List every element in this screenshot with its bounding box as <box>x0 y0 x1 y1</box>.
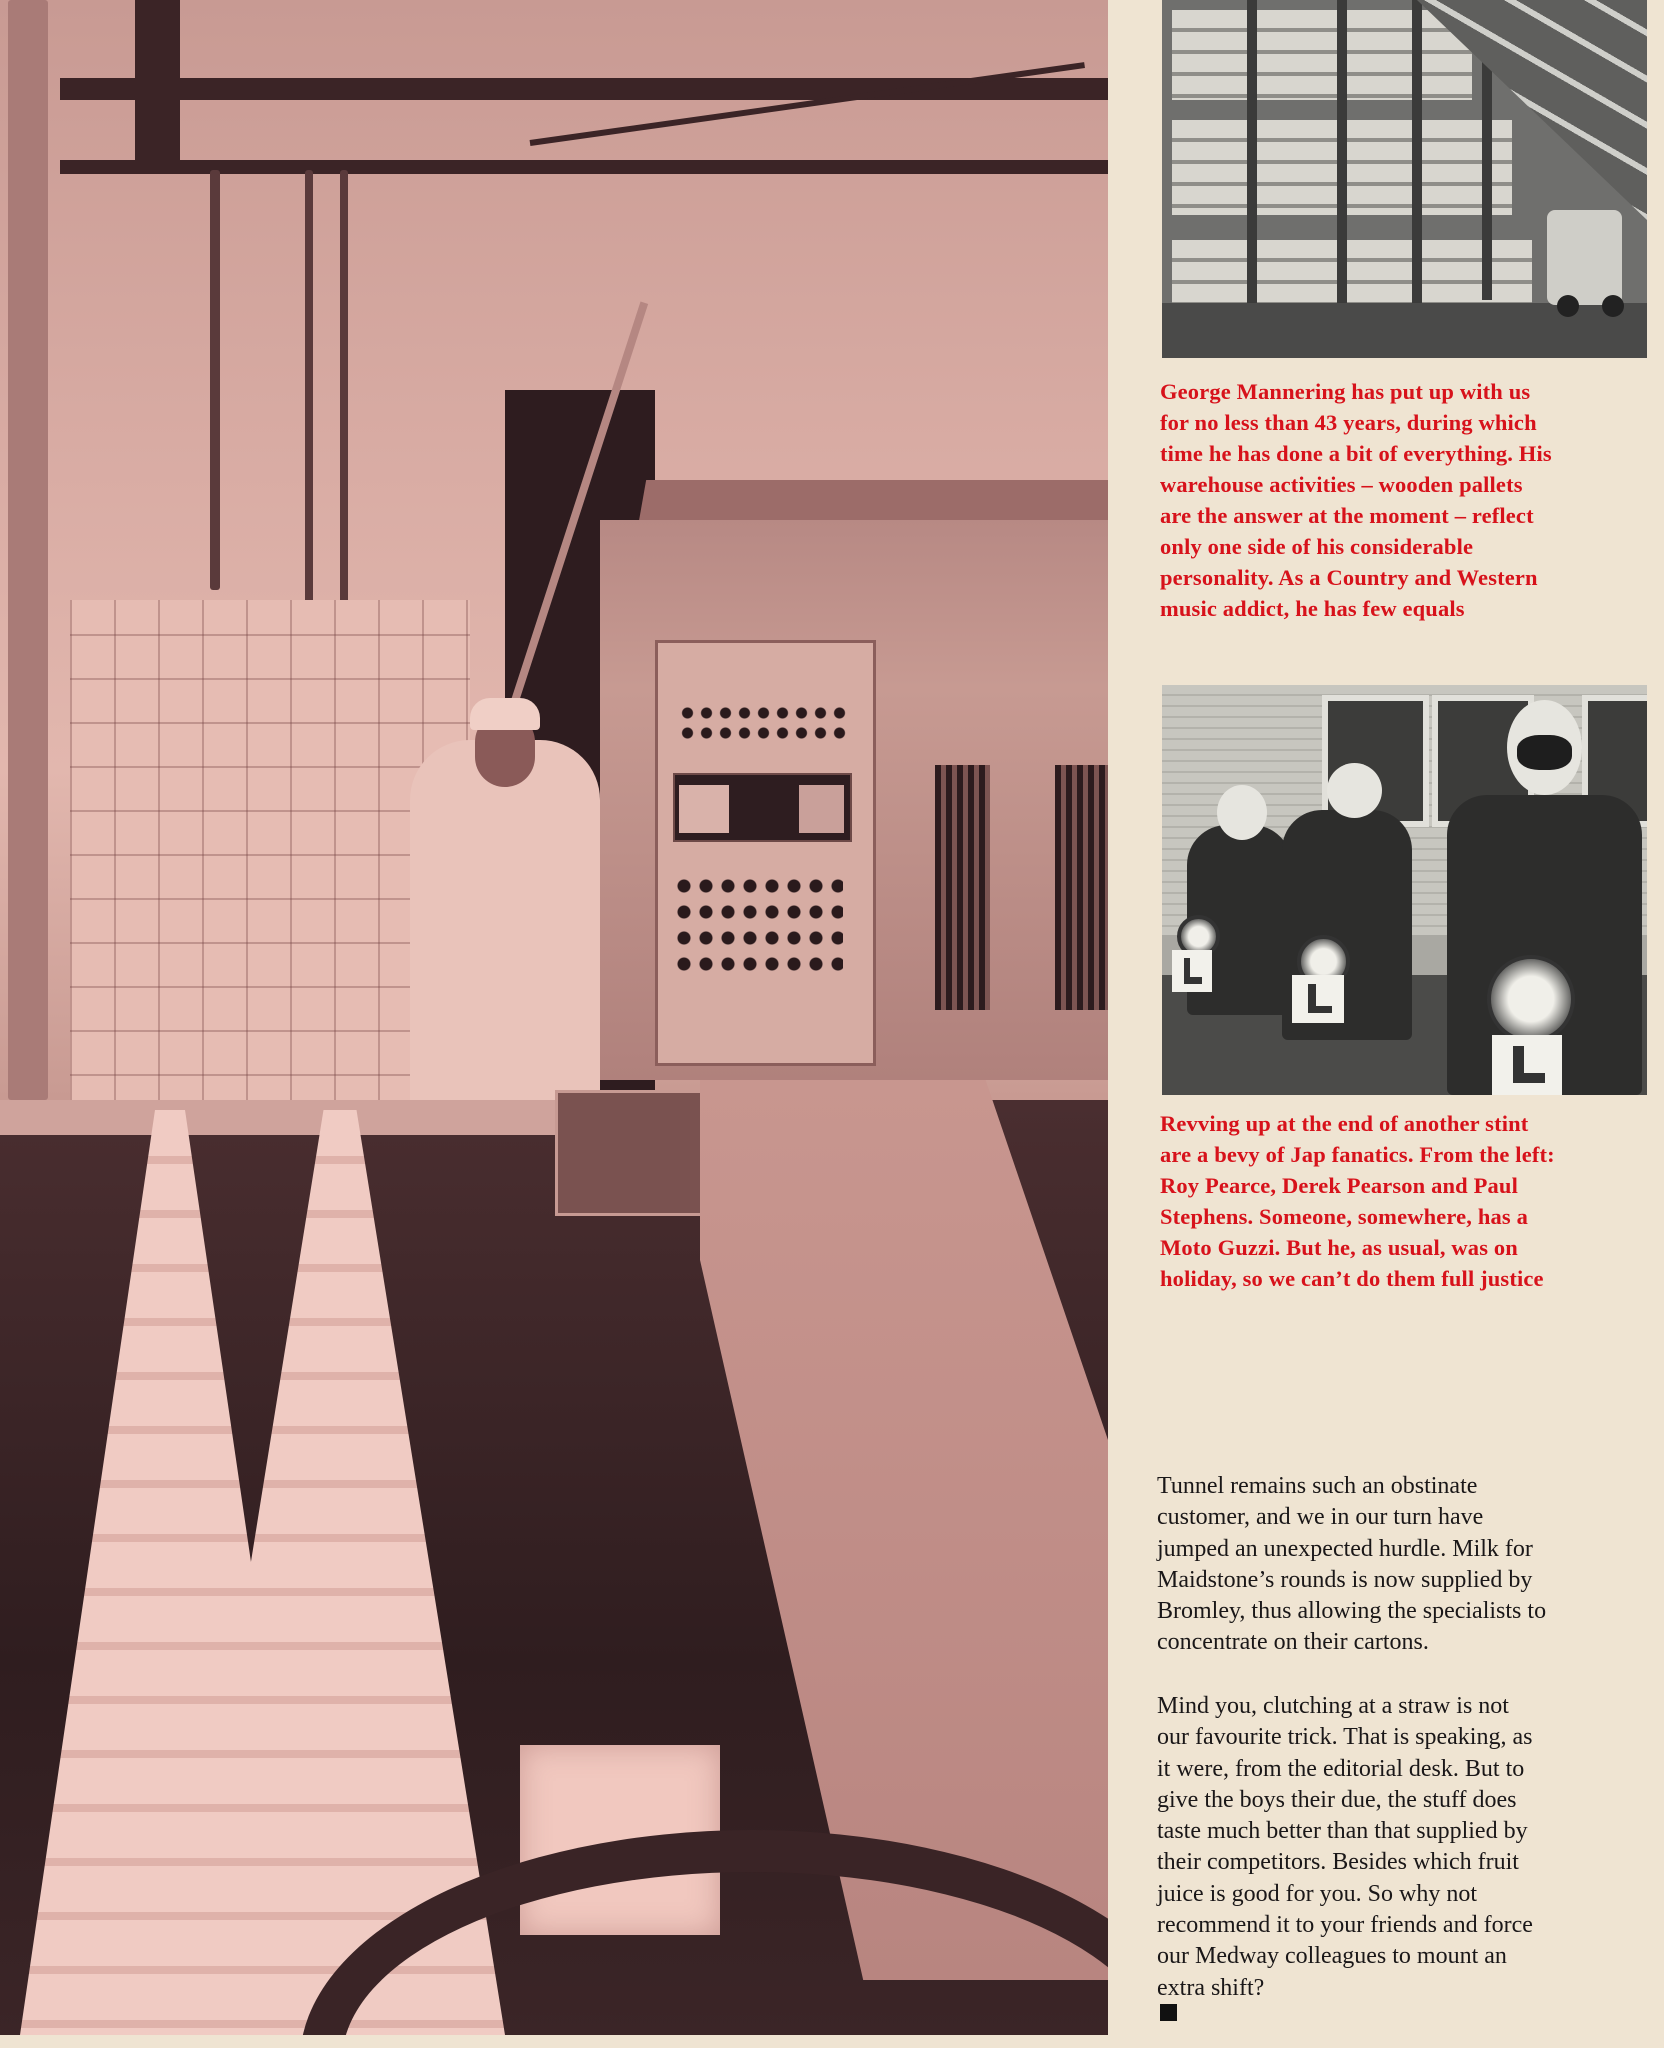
caption-line: holiday, so we can’t do them full justice <box>1160 1266 1544 1291</box>
body-line: Mind you, clutching at a straw is not <box>1157 1693 1509 1719</box>
control-panel <box>655 640 876 1066</box>
end-of-article-square-icon <box>1160 2004 1177 2021</box>
caption-line: music addict, he has few equals <box>1160 596 1465 621</box>
article-paragraph-2 <box>1157 1691 1657 2021</box>
body-line-last <box>1157 1973 1657 2021</box>
body-line: Tunnel remains such an obstinate <box>1157 1473 1478 1499</box>
gauge-display <box>673 773 852 842</box>
indicator-lights <box>678 703 848 743</box>
rack-upright <box>1247 0 1257 330</box>
control-knobs <box>673 873 843 983</box>
pallet-rack-bottom <box>1172 240 1532 310</box>
caption-line: Moto Guzzi. But he, as usual, was on <box>1160 1235 1518 1260</box>
caption-line: are the answer at the moment – reflect <box>1160 503 1534 528</box>
helmet-icon <box>1327 763 1382 818</box>
body-line: taste much better than that supplied by <box>1157 1818 1528 1845</box>
caption-line: time he has done a bit of everything. His <box>1160 441 1552 466</box>
headlamp <box>1487 955 1575 1043</box>
body-line: jumped an unexpected hurdle. Milk for <box>1157 1535 1533 1562</box>
body-line: our Medway colleagues to mount an <box>1157 1943 1507 1970</box>
body-line: juice is good for you. So why not <box>1157 1880 1477 1907</box>
caption-line: warehouse activities – wooden pallets <box>1160 472 1523 497</box>
machine-grille <box>1055 765 1108 1010</box>
vertical-pipe <box>210 170 220 590</box>
helmet-visor <box>1517 735 1572 770</box>
rack-upright <box>1337 0 1347 330</box>
caption-line: only one side of his considerable <box>1160 534 1474 559</box>
caption-line: Stephens. Someone, somewhere, has a <box>1160 1204 1528 1229</box>
body-line: it were, from the editorial desk. But to <box>1157 1755 1525 1782</box>
forklift-wheel <box>1602 295 1624 317</box>
warehouse-photo <box>1162 0 1647 358</box>
warehouse-photo-caption <box>1160 376 1660 624</box>
caption-line: personality. As a Country and Western <box>1160 565 1538 590</box>
body-line: their competitors. Besides which fruit <box>1157 1849 1519 1876</box>
body-line: customer, and we in our turn have <box>1157 1504 1484 1531</box>
body-line: recommend it to your friends and force <box>1157 1912 1533 1939</box>
rack-upright <box>1412 0 1422 330</box>
body-line: Bromley, thus allowing the specialists to <box>1157 1598 1547 1625</box>
learner-plate-icon <box>1172 950 1212 992</box>
worker-hat <box>470 698 540 730</box>
body-line: Maidstone’s rounds is now supplied by <box>1157 1566 1533 1593</box>
forklift-wheel <box>1557 295 1579 317</box>
worker-figure <box>410 740 600 1110</box>
body-line: give the boys their due, the stuff does <box>1157 1786 1517 1813</box>
left-pipe <box>8 0 48 1100</box>
machine-grille <box>935 765 990 1010</box>
body-line: our favourite trick. That is speaking, as <box>1157 1724 1533 1751</box>
caption-line: for no less than 43 years, during which <box>1160 410 1537 435</box>
caption-line: Roy Pearce, Derek Pearson and Paul <box>1160 1173 1518 1198</box>
helmet-icon <box>1217 785 1267 840</box>
overhead-column <box>135 0 180 170</box>
motorbike-photo-caption <box>1160 1108 1660 1294</box>
caption-line: George Mannering has put up with us <box>1160 379 1531 404</box>
caption-line: Revving up at the end of another stint <box>1160 1111 1529 1136</box>
pallet-rack-top <box>1172 10 1472 100</box>
conveyor-crossbar <box>0 1100 560 1135</box>
caption-line: are a bevy of Jap fanatics. From the left: <box>1160 1142 1555 1167</box>
forklift-truck <box>1547 210 1622 305</box>
article-paragraph-1 <box>1157 1471 1657 1659</box>
motorbike-riders-photo <box>1162 685 1647 1095</box>
body-line: extra shift? <box>1157 1974 1265 2001</box>
learner-plate-icon <box>1292 975 1344 1023</box>
body-line: concentrate on their cartons. <box>1157 1629 1429 1656</box>
learner-plate-icon <box>1492 1035 1562 1095</box>
